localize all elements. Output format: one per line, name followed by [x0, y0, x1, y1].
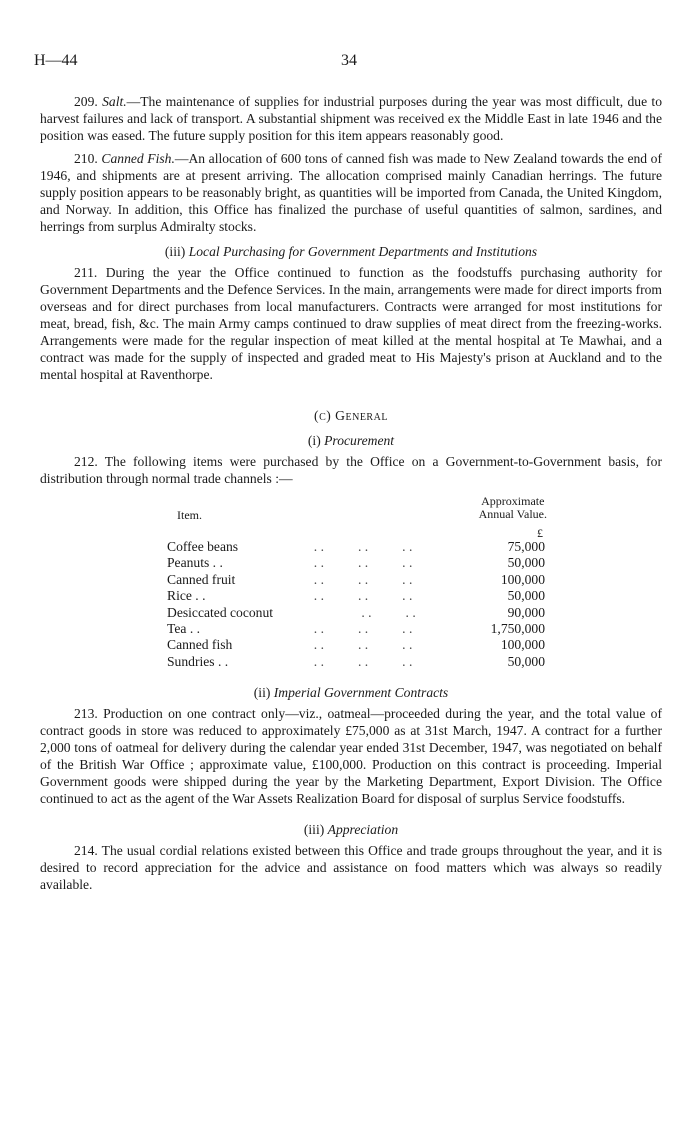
heading-appreciation: (iii) Appreciation	[303, 822, 399, 838]
table-cell-item: Tea . .	[167, 620, 201, 636]
column-header-item: Item.	[177, 508, 202, 522]
table-cell-value: 50,000	[507, 653, 545, 669]
paragraph-209-text: —The maintenance of supplies for industrial purposes during the year was most difficult, due to harvest failures and lack of transport. A substantial shipment was received ex the Middle East in late 1946 and the position was eased. The future supply position for this item appears reasonably good.	[40, 94, 662, 143]
table-row	[167, 621, 567, 637]
table-cell-leader-dots: . . . . . .	[307, 571, 413, 587]
table-cell-item: Peanuts . .	[167, 555, 223, 571]
page-number: 34	[341, 52, 357, 69]
column-header-value: Approximate Annual Value.	[478, 494, 547, 521]
table-row	[167, 605, 567, 621]
table-cell-item: Sundries . .	[167, 653, 229, 669]
heading-procurement: (i) Procurement	[307, 433, 395, 448]
table-cell-value: 50,000	[507, 555, 545, 571]
paragraph-210-text: —An allocation of 600 tons of canned fish was made to New Zealand towards the end of 1946, and shipments are at present arriving. The allocation comprised mainly Canadian herrings. The future supply position appears to be reasonably bright, as quantities will be imported from Canada, the United Kingdom, and Norway. In addition, this Office has finalized the purchase of useful quantities of salmon, sardines, and herrings from surplus Admiralty stocks.	[40, 151, 662, 234]
table-cell-item: Coffee beans	[167, 539, 239, 554]
heading-local-purchasing: (iii) Local Purchasing for Government Departments and Institutions	[164, 244, 538, 259]
table-header	[167, 493, 567, 539]
table-cell-leader-dots: . . . . . .	[307, 555, 413, 571]
table-cell-leader-dots: . . . . . .	[307, 588, 413, 604]
table-cell-item: Canned fish	[167, 637, 233, 653]
paragraph-214: 214. The usual cordial relations existed between this Office and trade groups throughout the year, and it is desired to record appreciation for the advice and assistance on food matters which was always so readily available.	[40, 843, 662, 893]
paragraph-213: 213. Production on one contract only—viz., oatmeal—proceeded during the year, and the total value of contract goods in store was reduced to approximately £75,000 as at 31st March, 1947. A contract for a further 2,000 tons of oatmeal for delivery during the calendar year ended 31st December, 1947, was negotiated on behalf of the British War Office ; approximate value, £100,000. Production on this contract is proceeding. Imperial Government goods were shipped during the year by the Marketing Department, Export Division. The Office continued to act as the agent of the War Assets Realization Board for disposal of surplus Service foodstuffs.	[40, 706, 662, 807]
table-cell-value: 90,000	[507, 604, 545, 620]
table-cell-value: 100,000	[500, 571, 545, 587]
table-cell-leader-dots: . . . . . .	[307, 653, 413, 669]
table-row	[167, 572, 567, 588]
table-row	[167, 637, 567, 653]
page-header	[34, 52, 664, 72]
table-cell-value: 50,000	[507, 588, 545, 604]
table-cell-leader-dots: . . . .	[307, 604, 416, 620]
table-cell-leader-dots: . . . . . .	[307, 620, 413, 636]
table-cell-item: Rice . .	[167, 588, 206, 604]
heading-imperial-contracts: (ii) Imperial Government Contracts	[253, 685, 449, 701]
table-cell-leader-dots: . . . . . .	[307, 539, 413, 554]
paragraph-211: 211. During the year the Office continued to function as the foodstuffs purchasing authority for Government Departments and the Defence Services. In the main, arrangements were made for direct imports from overseas and for direct purchases from local manufacturers. Contracts were arranged for most institutions for meat, bread, fish, &c. The main Army camps continued to draw supplies of meat direct from the freezing-works. Arrangements were made for the regular inspection of meat killed at the mental hospital at Te Mawhai, and a contract was made for the supply of inspected and graded meat to His Majesty's prison at Auckland and to the mental hospital at Raventhorpe.	[40, 265, 662, 382]
paragraph-210: 210. Canned Fish.—An allocation of 600 tons of canned fish was made to New Zealand towards the end of 1946, and shipments are at present arriving. The allocation comprised mainly Canadian herrings. The future supply position appears to be reasonably bright, as quantities will be imported from Canada, the United Kingdom, and Norway. In addition, this Office has finalized the purchase of useful quantities of salmon, sardines, and herrings from surplus Admiralty stocks.	[40, 151, 662, 234]
paragraph-210-title: Canned Fish.	[101, 151, 175, 166]
table-cell-item: Canned fruit	[167, 571, 236, 587]
table-row	[167, 555, 567, 571]
table-cell-leader-dots: . . . . . .	[307, 637, 413, 653]
table-cell-value: 100,000	[500, 637, 545, 653]
report-reference: H—44	[34, 52, 78, 69]
table-row	[167, 539, 567, 555]
table-cell-value: 1,750,000	[490, 620, 545, 636]
column-header-unit: £	[537, 526, 543, 540]
table-row	[167, 654, 567, 670]
procurement-table	[167, 493, 567, 670]
table-cell-item: Desiccated coconut	[167, 604, 274, 620]
paragraph-212: 212. The following items were purchased by the Office on a Government-to-Government basis, for distribution through normal trade channels :—	[40, 454, 662, 486]
page-body	[40, 93, 662, 899]
table-cell-value: 75,000	[507, 539, 545, 554]
table-row	[167, 588, 567, 604]
paragraph-209-title: Salt.	[102, 94, 127, 109]
paragraph-209: 209. Salt.—The maintenance of supplies for industrial purposes during the year was most difficult, due to harvest failures and lack of transport. A substantial shipment was received ex the Middle East in late 1946 and the position was eased. The future supply position for this item appears reasonably good.	[40, 94, 662, 143]
table-body	[167, 539, 567, 670]
heading-general: (c) General	[314, 408, 388, 423]
